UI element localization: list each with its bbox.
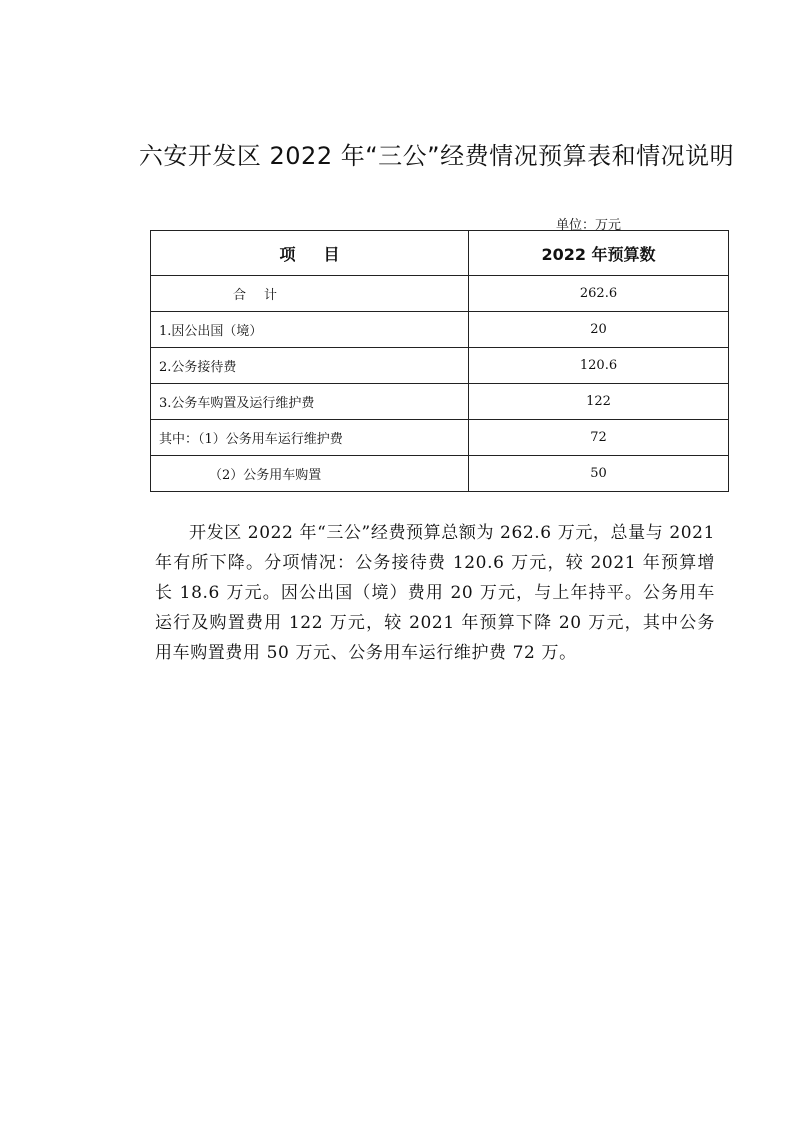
row-label: 1.因公出国（境） [151,312,469,348]
row-value: 122 [469,384,729,420]
explanation-paragraph: 开发区 2022 年“三公”经费预算总额为 262.6 万元，总量与 2021 年有所下降。分项情况：公务接待费 120.6 万元，较 2021 年预算增长 18.6 万元。因公出国（境）费用 20 万元，与上年持平。公务用车运行及购置费用 122 万元，较 2021 年预算下降 20 万元，其中公务用车购置费用 50 万元、公务用车运行维护费 72 万。 [155,523,715,663]
table-row [151,348,729,384]
row-value: 20 [469,312,729,348]
row-label: （2）公务用车购置 [151,456,469,492]
header-item: 项目 [151,231,469,276]
table-row [151,456,729,492]
row-label: 3.公务车购置及运行维护费 [151,384,469,420]
table-row [151,420,729,456]
row-value: 120.6 [469,348,729,384]
page-title: 六安开发区 2022 年“三公”经费情况预算表和情况说明 [138,142,735,170]
row-value: 50 [469,456,729,492]
row-value: 262.6 [469,276,729,312]
table-row-total [151,276,729,312]
row-value: 72 [469,420,729,456]
header-budget: 2022 年预算数 [469,231,729,276]
unit-label: 单位：万元 [556,218,622,233]
budget-table [150,230,729,492]
row-label: 2.公务接待费 [151,348,469,384]
table-header-row [151,231,729,276]
row-label: 其中：（1）公务用车运行维护费 [151,420,469,456]
table-row [151,384,729,420]
table-row [151,312,729,348]
row-label: 合计 [151,276,469,312]
